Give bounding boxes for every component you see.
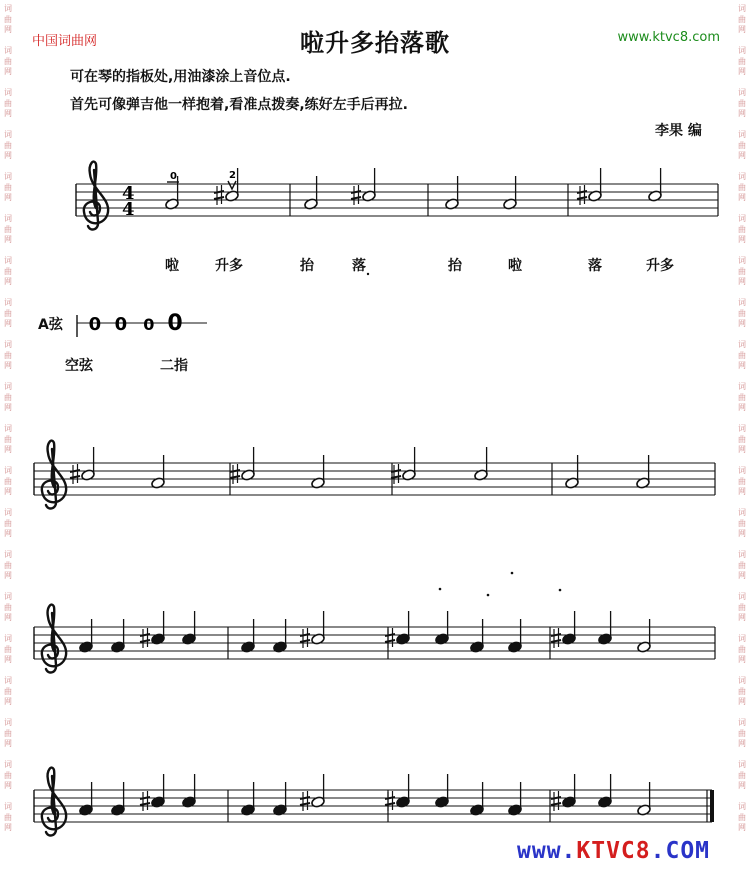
lyric-4: 落 xyxy=(352,258,366,274)
sharp-sign xyxy=(230,464,240,484)
sharp-sign xyxy=(351,185,361,205)
finger-label-open: 空弦 xyxy=(65,358,93,374)
string-note: 0 xyxy=(167,311,183,336)
author-credit: 李果 编 xyxy=(655,123,702,139)
string-note: 0 xyxy=(143,315,155,334)
lyric-8: 升多 xyxy=(646,258,674,274)
sharp-sign xyxy=(140,791,150,811)
treble-clef-icon xyxy=(42,441,66,509)
sharp-sign xyxy=(551,791,561,811)
fingering-2: 2 xyxy=(229,170,236,181)
site-name-left: 中国词曲网 xyxy=(32,34,98,49)
time-signature-bottom: 4 xyxy=(122,199,135,220)
page-title: 啦升多抬落歌 xyxy=(300,29,450,57)
sharp-sign xyxy=(140,628,150,648)
sharp-sign xyxy=(70,464,80,484)
site-url-right[interactable]: www.ktvc8.com xyxy=(617,30,720,45)
lyric-1: 啦 xyxy=(165,258,179,274)
string-label-a: A弦 xyxy=(38,317,63,333)
string-note: 0 xyxy=(88,314,102,335)
stray-dot xyxy=(559,589,562,592)
instruction-line-2: 首先可像弹吉他一样抱着,看准点拨奏,练好左手后再拉. xyxy=(70,97,408,113)
treble-clef-icon xyxy=(84,162,108,230)
lyric-6: 啦 xyxy=(508,258,522,274)
sharp-sign xyxy=(300,628,310,648)
fingering-0: 0 xyxy=(170,171,177,182)
bowing-mark xyxy=(228,181,236,189)
lyric-7: 落 xyxy=(588,258,602,274)
treble-clef-icon xyxy=(42,605,66,673)
treble-clef-icon xyxy=(42,768,66,836)
lyric-2: 升多 xyxy=(215,258,243,274)
stray-dot xyxy=(439,588,442,591)
side-watermark-left: 词 曲 网 词 曲 网 词 曲 网 词 曲 网 词 曲 网 词 曲 网 词 曲 网 词 曲 网 词 曲 网 词 曲 网 词 曲 网 词 曲 网 词 曲 网 词 曲 网 词 曲 网 词 曲 网 词 曲 网 词 曲 网 词 曲 网 词 曲 网 xyxy=(4,4,12,832)
lyric-5: 抬 xyxy=(448,258,462,274)
footer-watermark-url: www.KTVC8.COM xyxy=(517,838,711,864)
instruction-line-1: 可在琴的指板处,用油漆涂上音位点. xyxy=(70,69,291,85)
sharp-sign xyxy=(577,185,587,205)
time-signature-top: 4 xyxy=(122,183,135,204)
side-watermark-right: 词 曲 网 词 曲 网 词 曲 网 词 曲 网 词 曲 网 词 曲 网 词 曲 网 词 曲 网 词 曲 网 词 曲 网 词 曲 网 词 曲 网 词 曲 网 词 曲 网 词 曲 网 词 曲 网 词 曲 网 词 曲 网 词 曲 网 词 曲 网 xyxy=(738,4,746,832)
sharp-sign xyxy=(551,628,561,648)
stray-dot xyxy=(511,572,514,575)
lyric-3: 抬 xyxy=(300,258,314,274)
sharp-sign xyxy=(385,791,395,811)
string-note: 0 xyxy=(114,314,128,335)
dot-mark xyxy=(367,273,369,275)
stray-dot xyxy=(487,594,490,597)
sharp-sign xyxy=(300,791,310,811)
sharp-sign xyxy=(385,628,395,648)
finger-label-second: 二指 xyxy=(160,358,188,374)
sharp-sign xyxy=(214,185,224,205)
